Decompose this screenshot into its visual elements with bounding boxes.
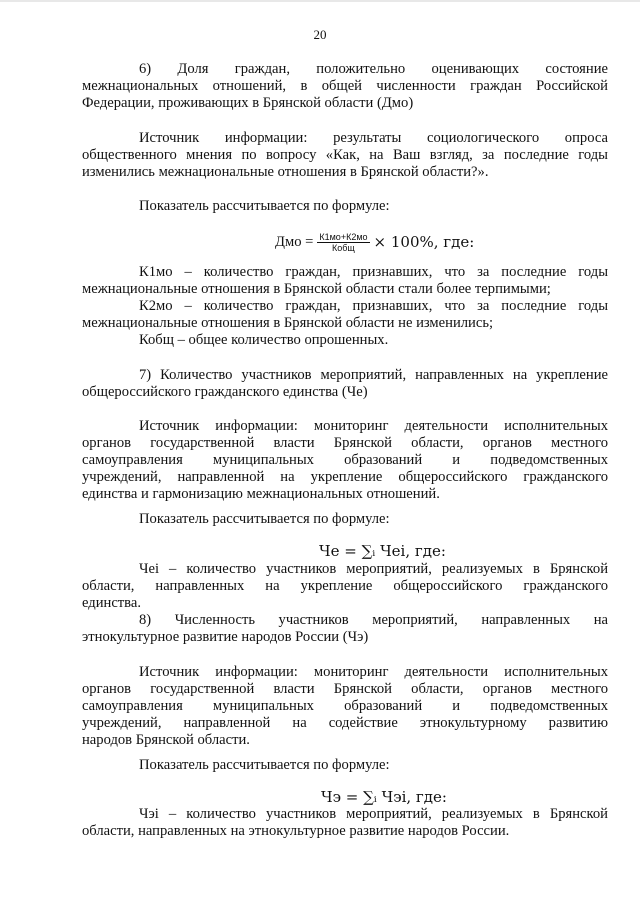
scan-edge: [0, 0, 640, 2]
item8-calc-intro: Показатель рассчитывается по формуле:: [139, 757, 390, 773]
item8-source-line-5: народов Брянской области.: [82, 732, 250, 748]
item6-line-1: 6) Доля граждан, положительно оценивающих состояние: [139, 61, 608, 77]
item8-line-2: этнокультурное развитие народов России (Чэ): [82, 629, 369, 645]
formula-numerator: К1мо+К2мо: [319, 232, 368, 242]
item6-source-line-3: изменились межнациональные отношения в Брянской области?».: [82, 164, 489, 180]
item8-source-line-3: самоуправления муниципальных образований и подведомственных: [82, 698, 608, 714]
item8-def-line-2: области, направленных на этнокультурное развитие народов России.: [82, 823, 510, 839]
item8-source-line-1: Источник информации: мониторинг деятельности исполнительных: [139, 664, 608, 680]
formula-fraction: [317, 232, 369, 253]
item7-source-line-2: органов государственной власти Брянской области, органов местного: [82, 435, 608, 451]
item7-def-line-1: Чеi – количество участников мероприятий, реализуемых в Брянской: [139, 561, 608, 577]
item7-source-line-5: единства и гармонизацию межнациональных отношений.: [82, 486, 440, 502]
item7-formula: Че = ∑ᵢ Чеi, где:: [319, 542, 446, 560]
item6-def3: Кобщ – общее количество опрошенных.: [139, 332, 389, 348]
item7-source-line-1: Источник информации: мониторинг деятельности исполнительных: [139, 418, 608, 434]
item6-line-3: Федерации, проживающих в Брянской области (Дмо): [82, 95, 414, 111]
formula-denominator: Кобщ: [332, 243, 355, 253]
item6-def2-line-1: К2мо – количество граждан, признавших, что за последние годы: [139, 298, 608, 314]
item8-source-line-4: учреждений, направленной на содействие этнокультурному развитию: [82, 715, 608, 731]
item7-line-1: 7) Количество участников мероприятий, направленных на укрепление: [139, 367, 608, 383]
item7-source-line-4: учреждений, направленной на укрепление общероссийского гражданского: [82, 469, 608, 485]
item6-formula: [275, 232, 474, 253]
item6-calc-intro: Показатель рассчитывается по формуле:: [139, 198, 390, 214]
item8-formula: Чэ = ∑ᵢ Чэi, где:: [321, 788, 447, 806]
item7-calc-intro: Показатель рассчитывается по формуле:: [139, 511, 390, 527]
item8-line-1: 8) Численность участников мероприятий, направленных на: [139, 612, 608, 628]
item7-source-line-3: самоуправления муниципальных образований и подведомственных: [82, 452, 608, 468]
item8-def-line-1: Чэi – количество участников мероприятий, реализуемых в Брянской: [139, 806, 608, 822]
item6-source-line-1: Источник информации: результаты социологического опроса: [139, 130, 608, 146]
item6-def1-line-2: межнациональные отношения в Брянской области стали более терпимыми;: [82, 281, 551, 297]
formula-lhs: Дмо =: [275, 234, 314, 250]
item6-def1-line-1: К1мо – количество граждан, признавших, что за последние годы: [139, 264, 608, 280]
item6-line-2: межнациональных отношений, в общей численности граждан Российской: [82, 78, 608, 94]
page-number: 20: [313, 27, 327, 42]
item7-def-line-2: области, направленных на укрепление общероссийского гражданского: [82, 578, 608, 594]
item7-def-line-3: единства.: [82, 595, 142, 611]
item8-source-line-2: органов государственной власти Брянской области, органов местного: [82, 681, 608, 697]
formula-rhs: × 100%, где:: [373, 233, 475, 251]
item7-line-2: общероссийского гражданского единства (Че): [82, 384, 368, 400]
item6-source-line-2: общественного мнения по вопросу «Как, на Ваш взгляд, за последние годы: [82, 147, 608, 163]
item6-def2-line-2: межнациональные отношения в Брянской области не изменились;: [82, 315, 494, 331]
